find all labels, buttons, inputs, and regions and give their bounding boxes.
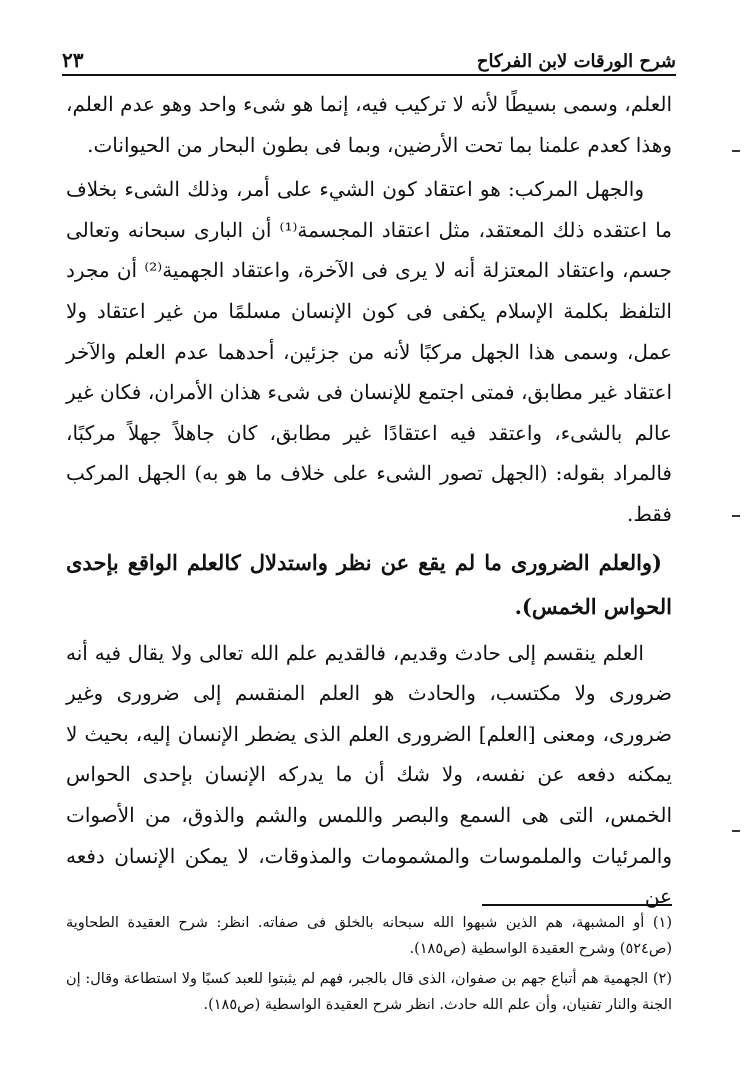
page-number: ٢٣: [62, 48, 84, 72]
footnotes: [66, 910, 672, 1022]
running-header: [62, 38, 676, 72]
scan-edge-mark: [732, 515, 740, 517]
footnote-rule: [482, 904, 672, 906]
header-rule: [62, 74, 676, 76]
scan-edge-mark: [732, 830, 740, 832]
matn-heading: (والعلم الضرورى ما لم يقع عن نظر واستدلال كالعلم الواقع بإحدى الحواس الخمس).: [66, 549, 672, 619]
scan-edge-mark: [732, 150, 740, 152]
footnote-1: (١) أو المشبهة، هم الذين شبهوا الله سبحانه بالخلق فى صفاته. انظر: شرح العقيدة الطحاوية (ص٥٢٤) وشرح العقيدة الواسطية (ص١٨٥).: [66, 915, 672, 957]
paragraph-compound-ignorance: والجهل المركب: هو اعتقاد كون الشيء على أمر، وذلك الشىء بخلاف ما اعتقده ذلك المعتقد، مثل اعتقاد المجسمة⁽¹⁾ أن البارى سبحانه وتعالى جسم، واعتقاد المعتزلة أنه لا يرى فى الآخرة، واعتقاد الجهمية⁽²⁾ أن مجرد التلفظ بكلمة الإسلام يكفى فى كون الإنسان مسلمًا من غير اعتقاد ولا عمل، وسمى هذا الجهل مركبًا لأنه من جزئين، أحدهما عدم العلم والآخر اعتقاد غير مطابق، فمتى اجتمع للإنسان فى شىء هذان الأمران، فكان غير عالم بالشىء، واعتقد فيه اعتقادًا غير مطابق، كان جاهلاً جهلاً مركبًا، فالمراد بقوله: (الجهل تصور الشىء على خلاف ما هو به) الجهل المركب فقط.: [66, 177, 673, 526]
footnote-2: (٢) الجهمية هم أتباع جهم بن صفوان، الذى قال بالجبر، فهم لم يثبتوا للعبد كسبًا ولا استطاعة وقال: إن الجنة والنار تفنيان، وأن علم الله حادث. انظر شرح العقيدة الواسطية (ص١٨٥).: [66, 971, 672, 1013]
running-title: شرح الورقات لابن الفركاح: [476, 51, 676, 72]
main-text: [66, 84, 672, 917]
paragraph-continuation: العلم، وسمى بسيطًا لأنه لا تركيب فيه، إنما هو شىء واحد وهو عدم العلم، وهذا كعدم علمنا بما تحت الأرضين، وبما فى بطون البحار من الحيوانات.: [66, 92, 672, 157]
paragraph-necessary-knowledge: العلم ينقسم إلى حادث وقديم، فالقديم علم الله تعالى ولا يقال فيه أنه ضرورى ولا مكتسب، والحادث هو العلم المنقسم إلى ضرورى وغير ضرورى، ومعنى [العلم] الضرورى العلم الذى يضطر الإنسان إليه، بحيث لا يمكنه دفعه عن نفسه، ولا شك أن ما يدركه الإنسان بإحدى الحواس الخمس، التى هى السمع والبصر واللمس والشم والذوق، من الأصوات والمرئيات والملموسات والمشمومات والمذوقات، لا يمكن الإنسان دفعه عن: [66, 640, 672, 909]
